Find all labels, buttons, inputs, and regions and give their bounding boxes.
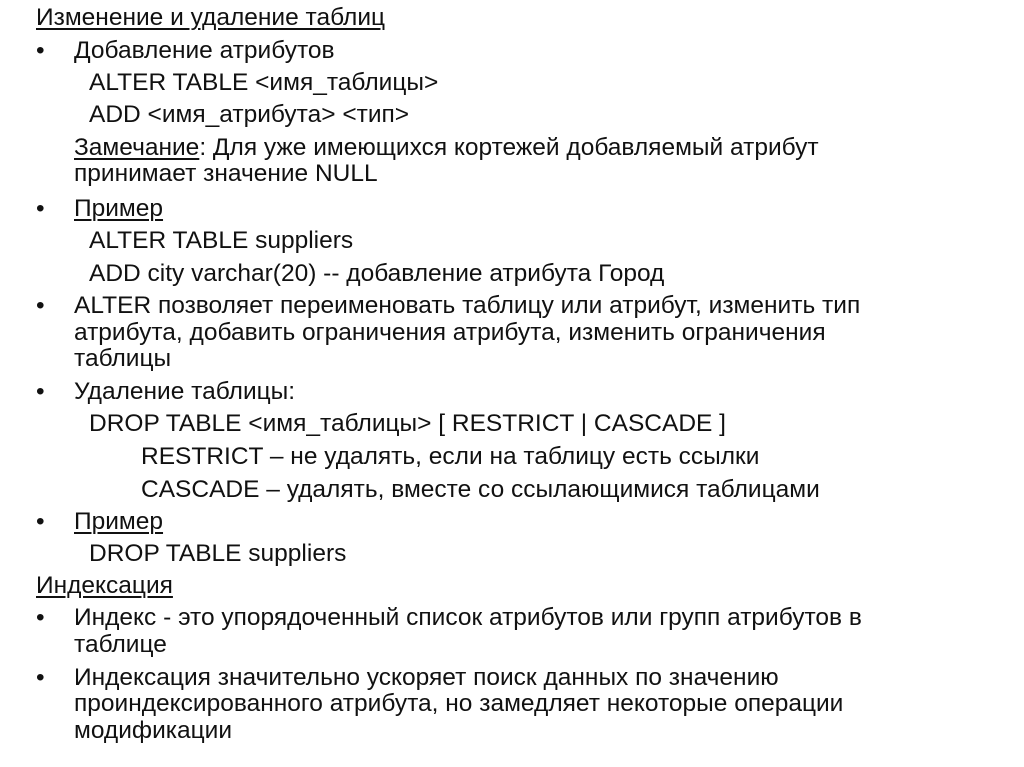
cascade-keyword: CASCADE (141, 476, 260, 503)
index-def-line-1: Индекс - это упорядоченный список атрибутов или групп атрибутов в (74, 604, 862, 631)
bullet-icon: • (36, 37, 45, 64)
bullet-icon: • (36, 664, 45, 691)
index-speed-line-2: проиндексированного атрибута, но замедляет некоторые операции (74, 690, 844, 717)
drop-table-code: DROP TABLE <имя_таблицы> [ RESTRICT | CASCADE ] (89, 410, 726, 437)
heading-indexing: Индексация (36, 572, 173, 599)
example-2-title: Пример (74, 508, 164, 535)
alter-info-line-2: атрибута, добавить ограничения атрибута, изменить ограничения (74, 319, 826, 346)
drop-title: Удаление таблицы: (74, 378, 296, 405)
cascade-description: – удалять, вместе со ссылающимися таблицами (259, 476, 820, 503)
alter-info-line-3: таблицы (74, 345, 172, 372)
note-text-2: принимает значение NULL (74, 160, 378, 187)
example-1-code-2: ADD city varchar(20) -- добавление атрибута Город (89, 260, 665, 287)
cascade-line (141, 478, 820, 503)
alter-table-code: ALTER TABLE <имя_таблицы> (89, 69, 439, 96)
add-attributes-title: Добавление атрибутов (74, 37, 335, 64)
alter-info-line-1: ALTER позволяет переименовать таблицу или атрибут, изменить тип (74, 292, 861, 319)
index-speed-line-1: Индексация значительно ускоряет поиск данных по значению (74, 664, 779, 691)
restrict-description: – не удалять, если на таблицу есть ссылки (263, 443, 760, 470)
index-speed-line-3: модификации (74, 717, 233, 744)
note-line-1 (74, 136, 819, 161)
add-attribute-code: ADD <имя_атрибута> <тип> (89, 101, 410, 128)
example-2-code: DROP TABLE suppliers (89, 540, 347, 567)
bullet-icon: • (36, 508, 45, 535)
heading-table-modification: Изменение и удаление таблиц (36, 4, 386, 31)
index-def-line-2: таблице (74, 631, 167, 658)
restrict-line (141, 445, 759, 470)
example-1-title: Пример (74, 195, 164, 222)
bullet-icon: • (36, 195, 45, 222)
note-text-1: : Для уже имеющихся кортежей добавляемый атрибут (199, 134, 819, 161)
note-label: Замечание (74, 134, 200, 161)
example-1-code-1: ALTER TABLE suppliers (89, 227, 354, 254)
bullet-icon: • (36, 604, 45, 631)
restrict-keyword: RESTRICT (141, 443, 264, 470)
bullet-icon: • (36, 292, 45, 319)
bullet-icon: • (36, 378, 45, 405)
